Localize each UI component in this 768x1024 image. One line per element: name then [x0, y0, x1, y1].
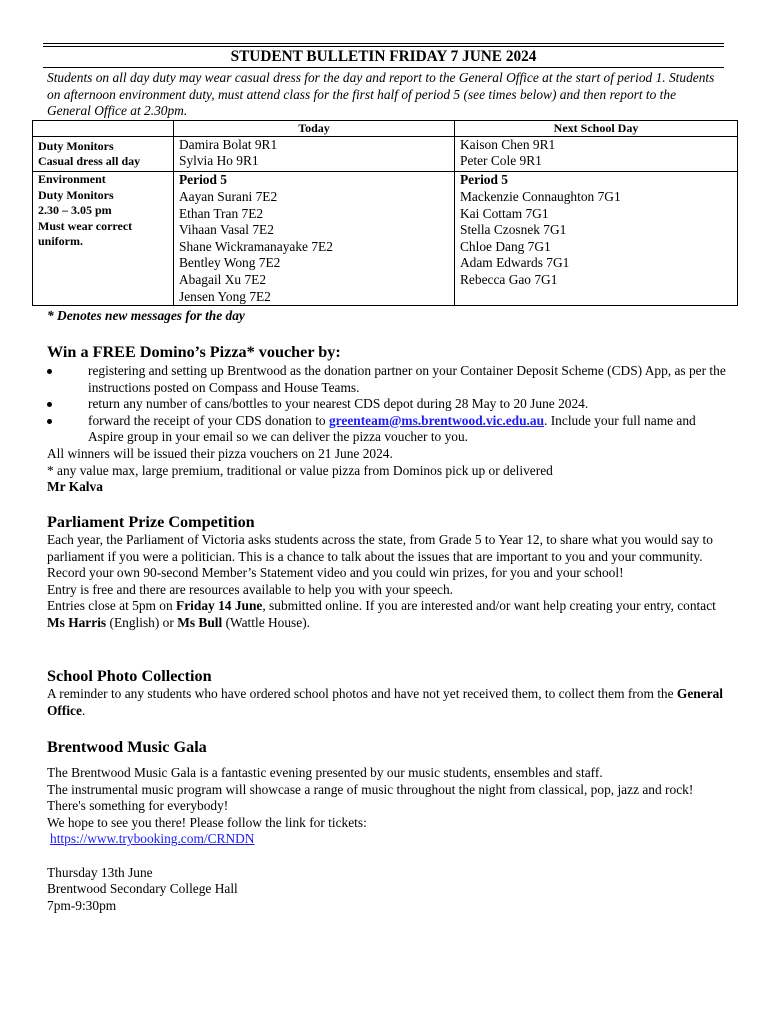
environment-label: [33, 172, 174, 306]
gala-line-2: The instrumental music program will showcase a range of music throughout the night from classical, pop, jazz and rock! There's something for everybody!: [47, 781, 694, 814]
student-name: Kai Cottam 7G1: [460, 205, 549, 221]
student-name: Shane Wickramanayake 7E2: [179, 238, 333, 254]
duty-table: [32, 120, 738, 306]
bullet-text: . Include your full name and Aspire group in your email so we can deliver the pizza voucher to you.: [88, 412, 696, 445]
duty-table-corner: [33, 121, 174, 137]
bullet-text: return any number of cans/bottles to your nearest CDS depot during 28 May to 20 June 2024.: [88, 396, 589, 412]
parliament-section: [47, 512, 727, 632]
pizza-bullet-1: [69, 363, 727, 396]
student-name: Aayan Surani 7E2: [179, 189, 278, 204]
header-today: Today: [174, 121, 455, 137]
contact-name: Ms Harris: [47, 614, 107, 630]
text: Entries close at 5pm on: [47, 598, 177, 614]
top-rule-double: [43, 46, 724, 47]
label-line: Duty Monitors: [38, 138, 114, 153]
photo-section: [47, 666, 727, 719]
gala-venue: Brentwood Secondary College Hall: [47, 881, 238, 897]
student-name: Bentley Wong 7E2: [179, 255, 281, 271]
title-rule: [43, 67, 724, 68]
label-line: uniform.: [38, 234, 83, 249]
student-name: Jensen Yong 7E2: [179, 288, 271, 304]
text: , submitted online. If you are interested and/or want help creating your entry, contact: [262, 598, 716, 614]
top-rule: [43, 43, 724, 44]
environment-row: [33, 172, 738, 306]
greenteam-email-link[interactable]: greenteam@ms.brentwood.vic.edu.au: [328, 412, 545, 428]
gala-section: [47, 737, 727, 914]
duty-monitors-label: [33, 136, 174, 172]
student-name: Sylvia Ho 9R1: [179, 153, 259, 169]
duty-monitors-row: [33, 136, 738, 172]
label-line: 2.30 – 3.05 pm: [38, 203, 112, 218]
bullet-dot-icon: [47, 369, 52, 374]
gala-line-3: We hope to see you there! Please follow the link for tickets:: [47, 814, 367, 830]
gala-date: Thursday 13th June: [47, 864, 153, 880]
student-name: Rebecca Gao 7G1: [460, 271, 558, 287]
student-name: Abagail Xu 7E2: [179, 271, 267, 287]
period-label: Period 5: [460, 172, 508, 188]
pizza-bullet-list: [69, 363, 727, 446]
text: (Wattle House).: [222, 614, 311, 630]
environment-today: [174, 172, 455, 306]
text: (English) or: [106, 614, 178, 630]
bullet-text: registering and setting up Brentwood as the donation partner on your Container Deposit Scheme (CDS) App, as per the instructions posted on Compass and House Teams.: [88, 363, 726, 395]
student-name: Adam Edwards 7G1: [460, 255, 570, 271]
text: .: [81, 702, 86, 718]
pizza-section: [47, 342, 727, 496]
pizza-heading: Win a FREE Domino’s Pizza* voucher by:: [47, 343, 341, 361]
duty-table-header: [33, 121, 738, 137]
student-name: Mackenzie Connaughton 7G1: [460, 189, 621, 204]
duty-monitors-today: [174, 136, 455, 172]
close-date: Friday 14 June: [176, 598, 263, 614]
pizza-winners: All winners will be issued their pizza vouchers on 21 June 2024.: [47, 445, 393, 461]
gala-time: 7pm-9:30pm: [47, 897, 117, 913]
gala-link-line: [47, 831, 727, 848]
student-name: Stella Czosnek 7G1: [460, 222, 567, 238]
bullet-dot-icon: [47, 419, 52, 424]
bullet-dot-icon: [47, 402, 52, 407]
place-name: General Office: [47, 686, 724, 718]
text: A reminder to any students who have ordered school photos and have not yet received them, to collect them from the: [47, 686, 677, 701]
pizza-bullet-3: [69, 413, 727, 446]
environment-next: [455, 172, 738, 306]
pizza-footnote: * any value max, large premium, traditional or value pizza from Dominos pick up or delivered: [47, 462, 553, 478]
duty-monitors-next: [455, 136, 738, 172]
label-line: Casual dress all day: [38, 154, 141, 168]
bulletin-intro: Students on all day duty may wear casual dress for the day and report to the General Office at the start of period 1. Students on afternoon environment duty, must attend class for the first half of period 5 (see times below) and then report to the General Office at 2.30pm.: [47, 70, 715, 119]
photo-body: [47, 686, 727, 719]
photo-heading: School Photo Collection: [47, 667, 212, 685]
parliament-close: [47, 598, 727, 631]
parliament-heading: Parliament Prize Competition: [47, 513, 255, 531]
period-label: Period 5: [179, 172, 227, 188]
student-name: Kaison Chen 9R1: [460, 136, 556, 152]
parliament-free: Entry is free and there are resources available to help you with your speech.: [47, 581, 454, 597]
new-messages-note: * Denotes new messages for the day: [47, 308, 245, 323]
pizza-signature: Mr Kalva: [47, 479, 103, 495]
label-line: Duty Monitors: [38, 187, 114, 202]
student-name: Damira Bolat 9R1: [179, 136, 278, 152]
student-name: Chloe Dang 7G1: [460, 238, 551, 254]
contact-name: Ms Bull: [177, 614, 223, 630]
bulletin-title: STUDENT BULLETIN FRIDAY 7 JUNE 2024: [230, 48, 537, 65]
label-line: Environment: [38, 172, 106, 187]
student-name: Vihaan Vasal 7E2: [179, 222, 274, 238]
header-next-school-day: Next School Day: [455, 121, 738, 137]
student-name: Ethan Tran 7E2: [179, 205, 264, 221]
student-name: Peter Cole 9R1: [460, 153, 542, 169]
parliament-body: Each year, the Parliament of Victoria asks students across the state, from Grade 5 to Year 12, to share what you would say to parliament if you were a politician. This is a chance to talk about the issues that are important to you and your community. Record your own 90-second Member’s Statement video and you could win prizes, for you and your school!: [47, 532, 713, 581]
gala-heading: Brentwood Music Gala: [47, 738, 207, 756]
pizza-bullet-2: [69, 396, 727, 413]
gala-line-1: The Brentwood Music Gala is a fantastic evening presented by our music students, ensembles and staff.: [47, 765, 603, 780]
label-line: Must wear correct: [38, 218, 133, 233]
trybooking-link[interactable]: https://www.trybooking.com/CRNDN: [50, 831, 255, 847]
bullet-text: forward the receipt of your CDS donation to: [88, 412, 329, 428]
